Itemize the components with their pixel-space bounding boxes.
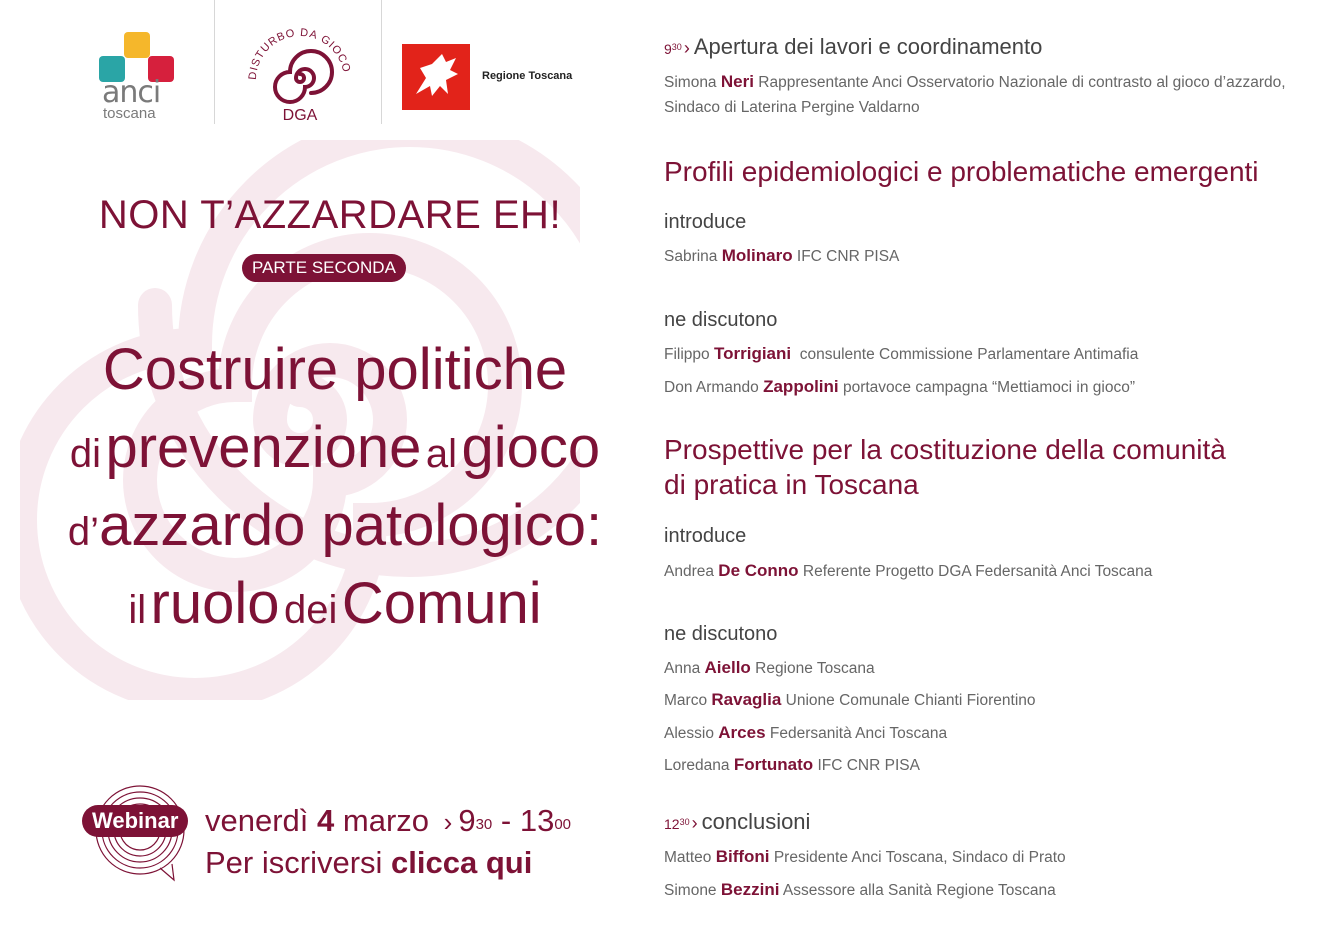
speaker-line: Loredana Fortunato IFC CNR PISA [664,755,920,774]
headline-word: d’ [67,510,100,554]
headline-word: gioco [461,415,601,480]
speaker-line: Anna Aiello Regione Toscana [664,658,875,677]
section-title-continued: di pratica in Toscana [664,469,919,500]
speaker-line: Andrea De Conno Referente Progetto DGA Federsanità Anci Toscana [664,561,1153,580]
headline-word: ruolo [150,571,280,636]
dga-logo [244,22,356,126]
headline-word: Comuni [341,571,542,636]
closing-time: $12^{30}$ [664,816,690,832]
closing-heading [664,808,810,838]
dga-arc-text: DISTURBO DA GIOCO [246,26,353,81]
anci-wordmark: anci [102,75,161,110]
intro-label: introduce [664,525,747,547]
discuss-label: ne discutono [664,623,778,645]
opening-heading [664,33,1042,63]
event-day: venerdì [205,803,309,838]
anci-subtitle: toscana [103,105,156,122]
logo-divider [214,0,215,124]
time-end-hour: 13 [519,803,555,838]
part-badge: PARTE SECONDA [242,254,406,282]
headline-line-1: Costruire politiche [102,337,568,402]
speaker-line: Matteo Biffoni Presidente Anci Toscana, Sindaco di Prato [664,847,1066,866]
section-title: Prospettive per la costituzione della comunità [664,434,1226,465]
speaker-line: Sabrina Molinaro IFC CNR PISA [664,246,900,265]
logo-divider [381,0,382,124]
speaker-line: Marco Ravaglia Unione Comunale Chianti Fiorentino [664,690,1036,709]
event-date [205,800,571,843]
registration-link[interactable]: clicca qui [391,845,533,880]
headline-word: il [128,588,147,632]
pegasus-flag-icon [402,44,470,110]
webinar-badge: Webinar [82,805,188,837]
speaker-line: Simone Bezzini Assessore alla Sanità Regione Toscana [664,880,1056,899]
speaker-line: Filippo Torrigiani consulente Commissione Parlamentare Antimafia [664,344,1139,363]
chevron-right-icon: › [691,813,698,833]
event-headline [40,338,630,650]
registration-text: Per iscriversi [205,845,383,880]
time-start-hour: 9 [458,803,476,838]
intro-label: introduce [664,211,747,233]
closing-title: conclusioni [701,809,811,834]
anci-toscana-logo [96,30,182,122]
headline-word: di [69,432,101,476]
time-start-minutes: 30 [475,816,493,833]
chevron-right-icon: › [443,807,453,837]
speaker-line: Alessio Arces Federsanità Anci Toscana [664,723,948,742]
event-title: NON T’AZZARDARE EH! [98,193,562,237]
event-month: marzo [342,803,430,838]
time-separator: - [500,803,512,838]
speaker-role-continued: Sindaco di Laterina Pergine Valdarno [664,99,920,116]
headline-word: al [425,432,458,476]
regione-label: Regione Toscana [482,70,573,82]
opening-title: Apertura dei lavori e coordinamento [693,34,1043,59]
speaker-line: Simona Neri Rappresentante Anci Osservatorio Nazionale di contrasto al gioco d’azzardo, [664,72,1286,91]
event-date-number: 4 [317,803,335,838]
opening-time: $9^{30}$ [664,41,682,57]
speaker-line: Don Armando Zappolini portavoce campagna “Mettiamoci in gioco” [664,377,1136,396]
regione-toscana-logo [402,44,582,112]
headline-word: azzardo patologico: [99,493,603,558]
headline-word: dei [283,588,338,632]
registration-line [205,842,532,884]
section-title: Profili epidemiologici e problematiche emergenti [664,156,1259,187]
discuss-label: ne discutono [664,309,778,331]
chevron-right-icon: › [683,38,690,58]
headline-word: prevenzione [105,415,422,480]
time-end-minutes: 00 [554,816,572,833]
dga-label: DGA [282,107,318,124]
